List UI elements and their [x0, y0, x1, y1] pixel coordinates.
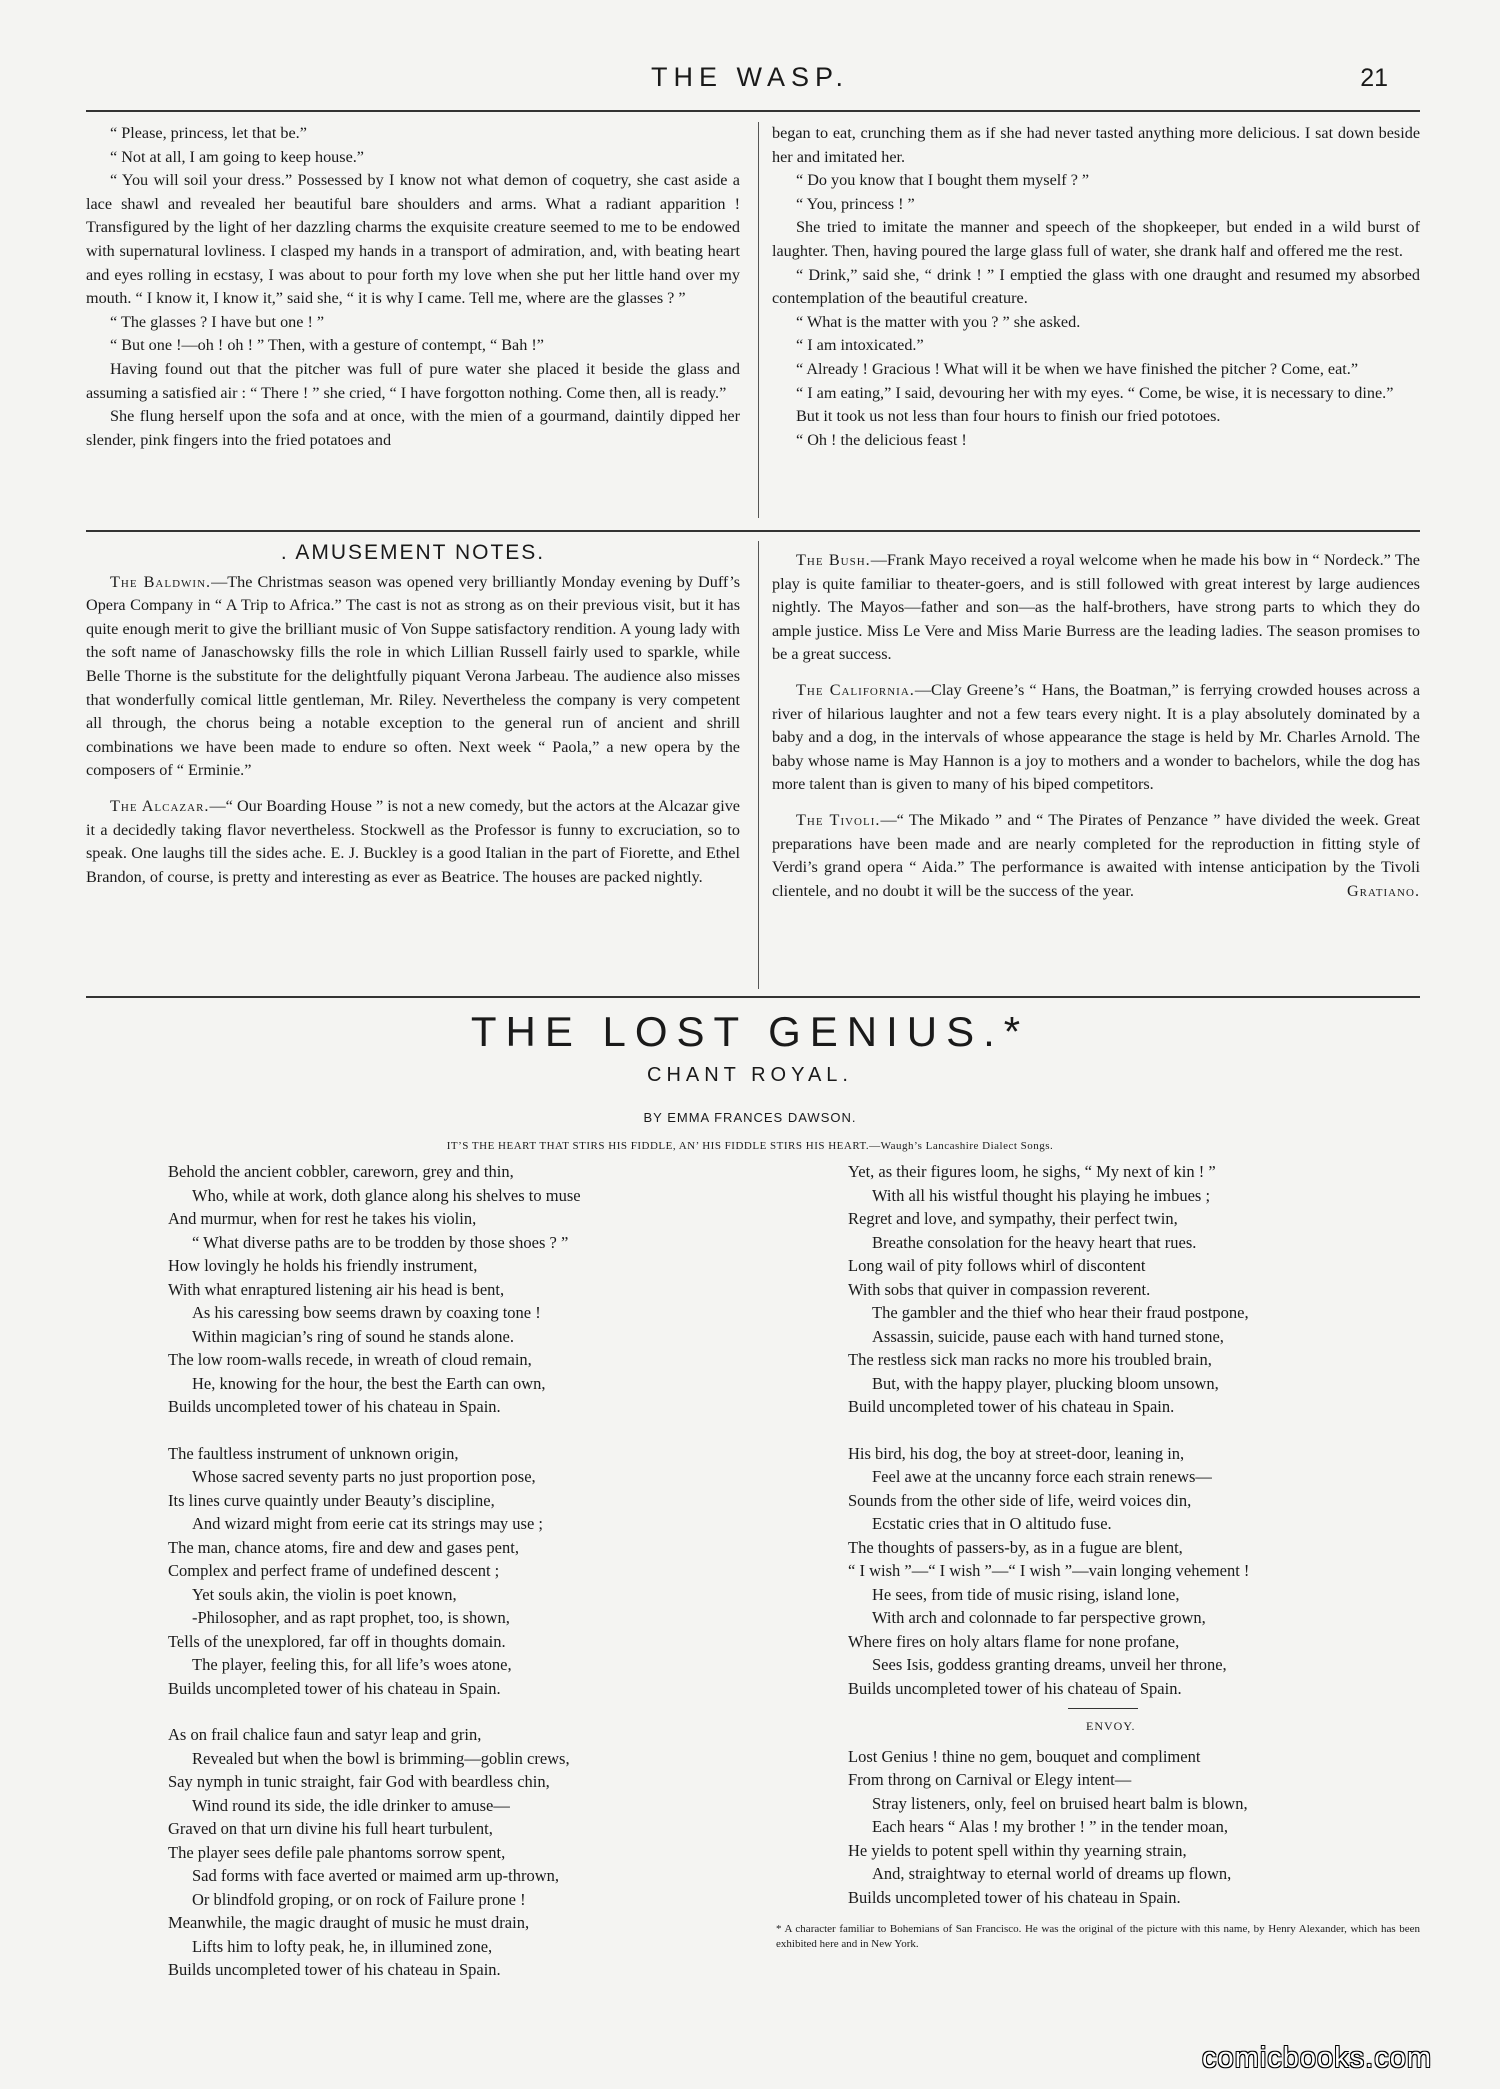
- story-paragraph: She flung herself upon the sofa and at once, with the mien of a gourmand, daintily dipped her slender, pink fingers into the fried potatoes and: [86, 407, 740, 449]
- poem-line: Within magician’s ring of sound he stands alone.: [192, 1326, 514, 1346]
- signature: Gratiano.: [1346, 881, 1420, 900]
- poem-line: The thoughts of passers-by, as in a fugue are blent,: [848, 1537, 1183, 1557]
- poem-line: Builds uncompleted tower of his chateau in Spain.: [168, 1960, 501, 1979]
- note-text: —Clay Greene’s “ Hans, the Boatman,” is ferrying crowded houses across a river of hilarious laughter and not a few tears every night. It is a play absolutely dominated by a baby and a dog, in the intervals of whose appearance the stage is held by Mr. Charles Arnold. The baby whose name is May Hannon is a joy to mothers and a wonder to bachelors, while the dog has more talent than is given to many of his biped competitors.: [772, 680, 1421, 794]
- poem-line: “ What diverse paths are to be trodden by those shoes ? ”: [192, 1232, 569, 1252]
- poem-line: The gambler and the thief who hear their fraud postpone,: [872, 1303, 1249, 1322]
- header-rule: [86, 110, 1420, 112]
- poem-line: Breathe consolation for the heavy heart that rues.: [872, 1232, 1197, 1252]
- poem-epigraph: IT’S THE HEART THAT STIRS HIS FIDDLE, AN’ HIS FIDDLE STIRS HIS HEART.—Waugh’s Lancashire Dialect Songs.: [446, 1140, 1054, 1152]
- story-paragraph: “ Do you know that I bought them myself ? ”: [796, 171, 1090, 190]
- theater-name: The Tivoli.: [796, 810, 881, 829]
- amusement-right-column: [772, 549, 1420, 903]
- poem-line: Yet, as their figures loom, he sighs, “ My next of kin ! ”: [848, 1162, 1216, 1181]
- footnote: * A character familiar to Bohemians of San Francisco. He was the original of the picture with this name, by Henry Alexander, which has been exhibited here and in New York.: [776, 1923, 1420, 1950]
- amusement-left-column: [86, 541, 740, 889]
- story-paragraph: “ You, princess ! ”: [796, 194, 915, 213]
- envoy-label: ENVOY.: [1086, 1719, 1136, 1733]
- poem-line: Meanwhile, the magic draught of music he must drain,: [168, 1913, 530, 1932]
- poem-line: Builds uncompleted tower of his chateau in Spain.: [168, 1678, 501, 1698]
- story-paragraph: She tried to imitate the manner and speech of the shopkeeper, but ended in a wild burst of laughter. Then, having poured the large glass full of water, she drank half and offered me the rest.: [772, 218, 1420, 260]
- story-paragraph: “ I am intoxicated.”: [796, 336, 924, 355]
- story-paragraph: “ Already ! Gracious ! What will it be when we have finished the pitcher ? Come, eat.”: [796, 359, 1359, 378]
- poem-line: Or blindfold groping, or on rock of Failure prone !: [192, 1889, 526, 1909]
- stanza-break: [168, 1419, 768, 1442]
- envoy-rule: [1068, 1708, 1138, 1709]
- note-text: —Frank Mayo received a royal welcome when he made his bow in “ Nordeck.” The play is quite familiar to theater-goers, and is still followed with great interest by large audiences nightly. The Mayos—father and son—as the half-brothers, have strong parts to which they do ample justice. Miss Le Vere and Miss Marie Burress are the leading ladies. The season promises to be a great success.: [772, 551, 1420, 664]
- poem-line: He sees, from tide of music rising, island lone,: [872, 1584, 1180, 1604]
- story-paragraph: “ But one !—oh ! oh ! ” Then, with a gesture of contempt, “ Bah !”: [110, 336, 544, 355]
- poem-line: “ I wish ”—“ I wish ”—“ I wish ”—vain longing vehement !: [848, 1561, 1250, 1580]
- poem-line: Yet souls akin, the violin is poet known,: [192, 1584, 457, 1604]
- story-paragraph: Having found out that the pitcher was full of pure water she placed it beside the glass and assuming a satisfied air : “ There ! ” she cried, “ I have forgotton nothing. Come then, all is ready.”: [86, 359, 740, 402]
- poem-subtitle: CHANT ROYAL.: [647, 1064, 853, 1086]
- section-rule: [86, 530, 1420, 532]
- note-bush: [772, 549, 1420, 667]
- note-text: —The Christmas season was opened very brilliantly Monday evening by Duff’s Opera Company in “ A Trip to Africa.” The cast is not as strong as on their previous visit, but it has quite enough merit to give the brilliant music of Von Suppe satisfactory rendition. A young lady with the soft name of Janaschowsky fills the role in which Lillian Russell fairly used to sparkle, while Belle Thorne is the substitute for the delightfully piquant Verona Jarbeau. The audience also misses that wonderfully comical little gentleman, Mr. Riley. Nevertheless the company is very competent all through, the chorus being a notable exception to the general run of ancient and shrill combinations we have been made to endure so often. Next week “ Paola,” a new opera by the composers of “ Erminie.”: [86, 572, 741, 780]
- poem-line: With sobs that quiver in compassion reverent.: [848, 1279, 1151, 1299]
- poem-line: Long wail of pity follows whirl of discontent: [848, 1256, 1146, 1275]
- poem-line: And murmur, when for rest he takes his violin,: [168, 1209, 477, 1228]
- note-baldwin: [86, 571, 740, 783]
- section-rule: [86, 996, 1420, 998]
- story-paragraph: “ Drink,” said she, “ drink ! ” I emptied the glass with one draught and resumed my absorbed contemplation of the beautiful creature.: [772, 265, 1420, 308]
- story-paragraph: “ Not at all, I am going to keep house.”: [110, 147, 364, 166]
- poem-line: -Philosopher, and as rapt prophet, too, is shown,: [192, 1608, 510, 1627]
- story-paragraph: “ Please, princess, let that be.”: [110, 124, 307, 142]
- watermark: comicbooks.com: [1202, 2042, 1432, 2074]
- poem-line: He, knowing for the hour, the best the Earth can own,: [192, 1373, 546, 1393]
- poem-line: Sees Isis, goddess granting dreams, unveil her throne,: [872, 1655, 1227, 1674]
- poem-line: Assassin, suicide, pause each with hand turned stone,: [872, 1326, 1224, 1346]
- page-number: 21: [1360, 64, 1388, 92]
- poem-line: And wizard might from eerie cat its strings may use ;: [192, 1514, 543, 1533]
- story-paragraph: “ What is the matter with you ? ” she asked.: [796, 312, 1081, 331]
- poem-left-column: [168, 1160, 768, 1982]
- poem-line: Sounds from the other side of life, weird voices din,: [848, 1490, 1192, 1510]
- poem-stanzas: [848, 1160, 1420, 1700]
- poem-line: With all his wistful thought his playing he imbues ;: [872, 1185, 1211, 1205]
- masthead: THE WASP.: [650, 62, 850, 92]
- page-header: [0, 62, 1500, 102]
- note-alcazar: [86, 795, 740, 889]
- poem-line: Regret and love, and sympathy, their perfect twin,: [848, 1209, 1178, 1228]
- poem-line: Complex and perfect frame of undefined descent ;: [168, 1561, 500, 1580]
- poem-line: The man, chance atoms, fire and dew and gases pent,: [168, 1537, 519, 1557]
- poem-line: Builds uncompleted tower of his chateau of Spain.: [848, 1678, 1182, 1698]
- envoy-stanza: [848, 1745, 1420, 1910]
- note-text: —“ Our Boarding House ” is not a new comedy, but the actors at the Alcazar give it a decidedly taking flavor nevertheless. Stockwell as the Professor is funny to excruciation, so to speak. One laughs till the sides ache. E. J. Buckley is a good Italian in the part of Fiorette, and Ethel Brandon, of course, is pretty and interesting as ever as Beatrice. The houses are packed nightly.: [86, 796, 740, 886]
- poem-byline: BY EMMA FRANCES DAWSON.: [643, 1110, 857, 1125]
- poem-line: Tells of the unexplored, far off in thoughts domain.: [168, 1631, 506, 1651]
- poem-line: Sad forms with face averted or maimed arm up-thrown,: [192, 1866, 560, 1885]
- poem-line: But, with the happy player, plucking bloom unsown,: [872, 1373, 1219, 1393]
- poem-line: Ecstatic cries that in O altitudo fuse.: [872, 1514, 1112, 1533]
- poem-line: Say nymph in tunic straight, fair God with beardless chin,: [168, 1772, 550, 1791]
- story-paragraph: “ I am eating,” I said, devouring her with my eyes. “ Come, be wise, it is necessary to dine.”: [796, 383, 1394, 402]
- poem-line: Builds uncompleted tower of his chateau in Spain.: [168, 1397, 501, 1416]
- story-paragraph: “ You will soil your dress.” Possessed by I know not what demon of coquetry, she cast aside a lace shawl and revealed her beautiful bare shoulders and arms. What a radiant apparition ! Transfigured by the light of her dazzling charms the exquisite creature seemed to me to be endowed with supernatural lovliness. I clasped my hands in a transport of admiration, and, with beating heart and eyes rolling in ecstasy, I was about to pour forth my love when she put her little hand over my mouth. “ I know it, I know it,” said she, “ it is why I came. Tell me, where are the glasses ? ”: [86, 171, 740, 308]
- poem-line: Who, while at work, doth glance along his shelves to muse: [192, 1185, 581, 1205]
- column-divider: [758, 541, 759, 989]
- poem-right-column: [848, 1160, 1420, 1909]
- story-paragraph: “ Oh ! the delicious feast !: [796, 430, 967, 449]
- poem-line: His bird, his dog, the boy at street-door, leaning in,: [848, 1443, 1185, 1463]
- story-paragraph: But it took us not less than four hours to finish our fried pototoes.: [796, 407, 1221, 426]
- poem-line: The faultless instrument of unknown origin,: [168, 1443, 459, 1463]
- poem-line: Whose sacred seventy parts no just proportion pose,: [192, 1467, 536, 1486]
- poem-line: Where fires on holy altars flame for none profane,: [848, 1631, 1180, 1651]
- poem-line: As on frail chalice faun and satyr leap and grin,: [168, 1725, 482, 1744]
- poem-line: Graved on that urn divine his full heart turbulent,: [168, 1819, 493, 1838]
- theater-name: The Bush.: [796, 551, 871, 569]
- poem-line: Build uncompleted tower of his chateau in Spain.: [848, 1397, 1175, 1416]
- theater-name: The Alcazar.: [110, 796, 210, 815]
- poem-line: The player, feeling this, for all life’s woes atone,: [192, 1655, 512, 1674]
- poem-line: With what enraptured listening air his head is bent,: [168, 1279, 505, 1299]
- theater-name: The California.: [796, 680, 915, 699]
- poem-title: THE LOST GENIUS.*: [470, 1008, 1030, 1055]
- poem-line: Lost Genius ! thine no gem, bouquet and compliment: [848, 1746, 1201, 1766]
- theater-name: The Baldwin.: [110, 572, 212, 591]
- poem-line: From throng on Carnival or Elegy intent—: [848, 1770, 1132, 1789]
- poem-line: Wind round its side, the idle drinker to amuse—: [192, 1795, 510, 1815]
- note-text: —“ The Mikado ” and “ The Pirates of Penzance ” have divided the week. Great preparations have been made and are nearly completed for the reproduction in fitting style of Verdi’s grand opera “ Aida.” The performance is awaited with intense anticipation by the Tivoli clientele, and no doubt it will be the success of the year.: [772, 810, 1420, 900]
- poem-line: Stray listeners, only, feel on bruised heart balm is blown,: [872, 1793, 1248, 1813]
- note-california: [772, 679, 1420, 797]
- column-divider: [758, 122, 759, 518]
- poem-line: Its lines curve quaintly under Beauty’s discipline,: [168, 1490, 495, 1510]
- poem-line: And, straightway to eternal world of dreams up flown,: [872, 1864, 1232, 1883]
- note-tivoli: [772, 809, 1420, 903]
- poem-line: How lovingly he holds his friendly instrument,: [168, 1256, 478, 1275]
- stanza-break: [168, 1700, 768, 1723]
- poem-line: He yields to potent spell within thy yearning strain,: [848, 1840, 1187, 1860]
- poem-line: The player sees defile pale phantoms sorrow spent,: [168, 1842, 506, 1862]
- stanza-break: [848, 1419, 1420, 1442]
- poem-line: As his caressing bow seems drawn by coaxing tone !: [192, 1303, 541, 1322]
- story-paragraph: “ The glasses ? I have but one ! ”: [110, 312, 325, 331]
- poem-line: Each hears “ Alas ! my brother ! ” in the tender moan,: [872, 1817, 1228, 1836]
- poem-line: The restless sick man racks no more his troubled brain,: [848, 1350, 1212, 1369]
- poem-line: Feel awe at the uncanny force each strain renews—: [872, 1467, 1212, 1486]
- story-right-column: [772, 122, 1420, 452]
- story-paragraph: began to eat, crunching them as if she had never tasted anything more delicious. I sat down beside her and imitated her.: [772, 124, 1420, 166]
- poem-line: With arch and colonnade to far perspective grown,: [872, 1608, 1206, 1627]
- amusement-heading: . AMUSEMENT NOTES.: [280, 541, 546, 564]
- poem-line: Builds uncompleted tower of his chateau in Spain.: [848, 1887, 1181, 1907]
- poem-line: Behold the ancient cobbler, careworn, grey and thin,: [168, 1162, 514, 1181]
- poem-line: The low room-walls recede, in wreath of cloud remain,: [168, 1350, 532, 1369]
- poem-line: Revealed but when the bowl is brimming—goblin crews,: [192, 1748, 570, 1768]
- poem-line: Lifts him to lofty peak, he, in illumined zone,: [192, 1936, 493, 1956]
- story-left-column: [86, 122, 740, 452]
